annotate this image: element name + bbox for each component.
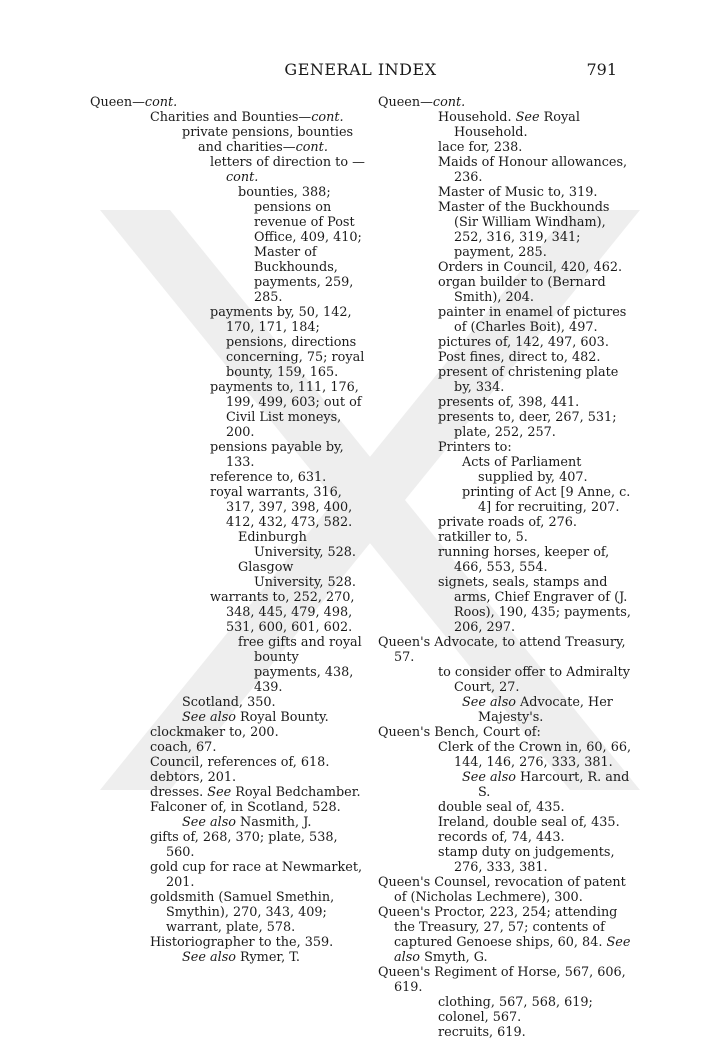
entry-text: Maids of Honour allowances, 236.	[438, 155, 628, 185]
index-entry	[378, 110, 633, 140]
index-entry	[90, 890, 365, 935]
index-entry	[378, 995, 633, 1010]
entry-text: payments by, 50, 142, 170, 171, 184; pensions, directions concerning, 75; royal bounty, 159, 165.	[210, 305, 365, 380]
see-also-ref: See also	[182, 950, 241, 965]
entry-text: Historiographer to the, 359.	[150, 935, 334, 950]
entry-text: Harcourt, R. and S.	[478, 770, 630, 800]
entry-text: present of christening plate by, 334.	[438, 365, 619, 395]
entry-text: Charities and Bounties—	[150, 110, 312, 125]
cont-marker: cont.	[144, 95, 178, 110]
cont-marker: cont.	[311, 110, 344, 125]
entry-text: Master of the Buckhounds (Sir William Windham), 252, 316, 319, 341; payment, 285.	[438, 200, 610, 260]
entry-text: bounties, 388; pensions on revenue of Post Office, 409, 410; Master of Buckhounds, payments, 259, 285.	[238, 185, 362, 305]
entry-text: colonel, 567.	[438, 1010, 522, 1025]
entry-text-after: Smyth, G.	[420, 950, 488, 965]
index-entry	[90, 125, 365, 155]
entry-text: painter in enamel of pictures of (Charles Boit), 497.	[438, 305, 627, 335]
index-entry	[90, 635, 365, 695]
index-entry	[90, 770, 365, 785]
index-entry	[90, 305, 365, 380]
index-entry	[378, 965, 633, 995]
entry-text: presents of, 398, 441.	[438, 395, 580, 410]
index-entry	[378, 440, 633, 455]
entry-text: Orders in Council, 420, 462.	[438, 260, 623, 275]
index-entry	[378, 1025, 633, 1040]
index-entry	[378, 155, 633, 185]
entry-text: payments to, 111, 176, 199, 499, 603; out of Civil List moneys, 200.	[210, 380, 362, 440]
entry-text: lace for, 238.	[438, 140, 523, 155]
index-entry	[90, 380, 365, 440]
entry-text: Edinburgh University, 528.	[238, 530, 356, 560]
entry-text: Queen's Counsel, revocation of patent of (Nicholas Lechmere), 300.	[378, 875, 626, 905]
entry-text: Council, references of, 618.	[150, 755, 330, 770]
entry-text: private roads of, 276.	[438, 515, 577, 530]
index-entry	[378, 530, 633, 545]
page-number: 791	[586, 60, 617, 79]
see-also-ref: See also	[462, 695, 521, 710]
entry-text: pictures of, 142, 497, 603.	[438, 335, 609, 350]
index-entry	[90, 695, 365, 710]
left-column	[90, 95, 365, 965]
index-entry	[378, 365, 633, 395]
index-entry	[90, 530, 365, 560]
entry-text: running horses, keeper of, 466, 553, 554.	[438, 545, 610, 575]
index-entry	[90, 440, 365, 470]
index-entry	[90, 185, 365, 305]
index-entry	[378, 140, 633, 155]
entry-text: coach, 67.	[150, 740, 217, 755]
entry-text: Queen—	[90, 95, 145, 110]
index-entry	[378, 665, 633, 695]
index-entry	[378, 185, 633, 200]
entry-text: Printers to:	[438, 440, 512, 455]
index-entry	[378, 455, 633, 485]
entry-text: letters of direction to —	[210, 155, 365, 170]
see-also-ref: See also	[462, 770, 521, 785]
entry-text: organ builder to (Bernard Smith), 204.	[438, 275, 606, 305]
index-entry	[378, 485, 633, 515]
entry-text: Falconer of, in Scotland, 528.	[150, 800, 341, 815]
entry-text: Clerk of the Crown in, 60, 66, 144, 146, 276, 333, 381.	[438, 740, 632, 770]
entry-text: pensions payable by, 133.	[210, 440, 344, 470]
entry-text: private pensions, bounties and charities—	[182, 125, 354, 155]
see-ref: See also	[394, 935, 631, 965]
entry-text-after: Royal Household.	[454, 110, 580, 140]
entry-text: warrants to, 252, 270, 348, 445, 479, 498, 531, 600, 601, 602.	[210, 590, 355, 635]
entry-text: gold cup for race at Newmarket, 201.	[150, 860, 363, 890]
running-title: GENERAL INDEX	[284, 60, 437, 79]
entry-text: double seal of, 435.	[438, 800, 565, 815]
entry-text: Nasmith, J.	[240, 815, 312, 830]
index-entry	[378, 260, 633, 275]
index-entry	[90, 710, 365, 725]
see-ref: See	[515, 110, 540, 125]
index-entry	[90, 935, 365, 950]
entry-text: reference to, 631.	[210, 470, 327, 485]
index-entry	[378, 830, 633, 845]
entry-text: Queen's Proctor, 223, 254; attending the Treasury, 27, 57; contents of captured Genoese ships, 60, 84.	[378, 905, 618, 950]
entry-text: recruits, 619.	[438, 1025, 526, 1040]
index-entry	[378, 395, 633, 410]
entry-text: dresses.	[150, 785, 208, 800]
index-entry	[378, 275, 633, 305]
entry-text: Post fines, direct to, 482.	[438, 350, 601, 365]
index-entry	[90, 560, 365, 590]
entry-text: presents to, deer, 267, 531; plate, 252, 257.	[438, 410, 617, 440]
entry-text-after: Royal Bedchamber.	[231, 785, 361, 800]
entry-text: clothing, 567, 568, 619;	[438, 995, 593, 1010]
entry-text: Ireland, double seal of, 435.	[438, 815, 620, 830]
index-entry	[90, 860, 365, 890]
cont-marker: cont.	[295, 140, 328, 155]
entry-text: Scotland, 350.	[182, 695, 276, 710]
index-entry	[90, 155, 365, 185]
index-entry	[378, 515, 633, 530]
index-entry	[90, 725, 365, 740]
index-entry	[378, 335, 633, 350]
entry-text: Rymer, T.	[240, 950, 300, 965]
entry-text: Glasgow University, 528.	[238, 560, 356, 590]
index-entry	[378, 725, 633, 740]
index-entry	[90, 785, 365, 800]
entry-text: Royal Bounty.	[240, 710, 329, 725]
index-entry	[378, 200, 633, 260]
index-entry	[378, 875, 633, 905]
see-ref: See	[207, 785, 232, 800]
index-entry	[90, 485, 365, 530]
cont-marker: cont.	[226, 170, 259, 185]
entry-text: Queen's Regiment of Horse, 567, 606, 619.	[378, 965, 626, 995]
index-entry	[90, 110, 365, 125]
entry-text: Queen's Advocate, to attend Treasury, 57.	[378, 635, 626, 665]
index-entry	[378, 845, 633, 875]
index-entry	[90, 470, 365, 485]
index-entry	[378, 410, 633, 440]
see-also-ref: See also	[182, 710, 241, 725]
entry-text: free gifts and royal bounty payments, 438, 439.	[238, 635, 362, 695]
entry-text: Acts of Parliament supplied by, 407.	[462, 455, 588, 485]
entry-text: royal warrants, 316, 317, 397, 398, 400, 412, 432, 473, 582.	[210, 485, 353, 530]
index-entry	[378, 905, 633, 965]
index-entry	[90, 755, 365, 770]
entry-text: ratkiller to, 5.	[438, 530, 528, 545]
index-entry	[378, 635, 633, 665]
see-also-ref: See also	[182, 815, 241, 830]
entry-text: signets, seals, stamps and arms, Chief Engraver of (J. Roos), 190, 435; payments, 206, 297.	[438, 575, 631, 635]
entry-text: goldsmith (Samuel Smethin, Smythin), 270, 343, 409; warrant, plate, 578.	[150, 890, 335, 935]
entry-text: debtors, 201.	[150, 770, 237, 785]
index-entry	[90, 815, 365, 830]
index-entry	[378, 1010, 633, 1025]
index-entry	[378, 800, 633, 815]
index-entry	[90, 800, 365, 815]
entry-text: clockmaker to, 200.	[150, 725, 279, 740]
index-entry	[378, 545, 633, 575]
entry-text: Advocate, Her Majesty's.	[478, 695, 613, 725]
index-entry	[378, 575, 633, 635]
index-entry	[90, 95, 365, 110]
index-entry	[378, 95, 633, 110]
index-entry	[378, 350, 633, 365]
entry-text: gifts of, 268, 370; plate, 538, 560.	[150, 830, 338, 860]
index-entry	[378, 740, 633, 770]
entry-text: to consider offer to Admiralty Court, 27.	[438, 665, 630, 695]
entry-text: Queen—	[378, 95, 433, 110]
right-column	[378, 95, 633, 1040]
entry-text: Queen's Bench, Court of:	[378, 725, 541, 740]
index-entry	[378, 695, 633, 725]
index-entry	[90, 950, 365, 965]
entry-text: Master of Music to, 319.	[438, 185, 598, 200]
entry-text: printing of Act [9 Anne, c. 4] for recruiting, 207.	[462, 485, 631, 515]
index-entry	[378, 770, 633, 800]
index-entry	[90, 830, 365, 860]
entry-text: Household.	[438, 110, 516, 125]
entry-text: stamp duty on judgements, 276, 333, 381.	[438, 845, 615, 875]
index-entry	[90, 590, 365, 635]
index-entry	[378, 305, 633, 335]
index-entry	[90, 740, 365, 755]
cont-marker: cont.	[432, 95, 466, 110]
entry-text: records of, 74, 443.	[438, 830, 565, 845]
index-entry	[378, 815, 633, 830]
